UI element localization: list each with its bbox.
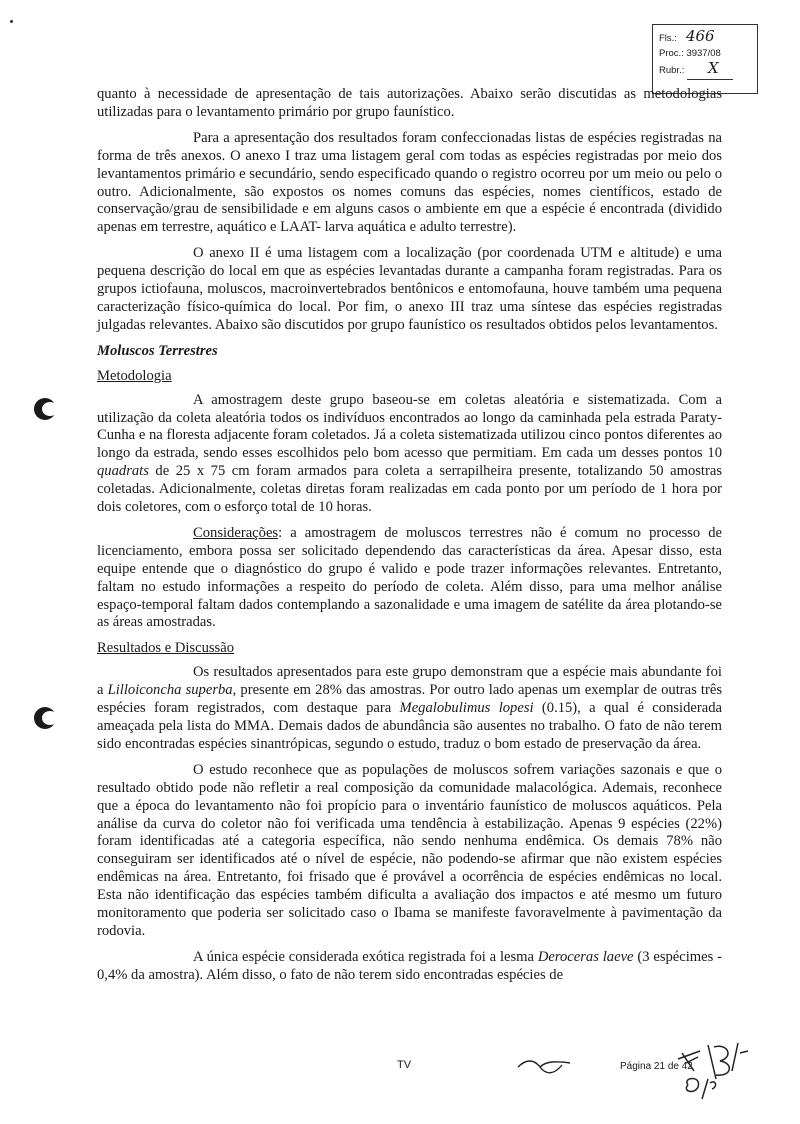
section-heading-moluscos: Moluscos Terrestres — [97, 342, 218, 359]
bookmark-marker-metodologia — [34, 398, 56, 420]
consideracoes-label: Considerações — [193, 524, 279, 541]
paragraph-consideracoes: Considerações: a amostragem de moluscos terrestres não é comum no processo de licenciamento, embora possa ser solicitado dependendo das características da área. Apesar disso, esta equipe entende que o diagnóstico do grupo é valido e pode trazer informações relevantes. Entretanto, faltam no estudo informações a respeito do período de coleta. Além disso, para uma melhor análise espaço-temporal faltam dados contemplando a sazonalidade e uma imagem de satélite da área plotando-se as áreas amostradas. — [97, 524, 722, 631]
paragraph-resultados: Os resultados apresentados para este grupo demonstram que a espécie mais abundante foi a Lilloiconcha superba, presente em 28% das amostras. Por outro lado apenas um exemplar de outras três espécies foram registrados, com destaque para Megalobulimus lopesi (0.15), a qual é considerada ameaçada pela lista do MMA. Demais dados de abundância são ausentes no trabalho. O fato de não terem sido encontradas espécies sinantrópicas, segundo o estudo, traduz o bom estado de preservação da área. — [97, 664, 722, 752]
subheading-metodologia: Metodologia — [97, 367, 172, 384]
subheading-resultados: Resultados e Discussão — [97, 640, 235, 657]
bookmark-marker-resultados — [34, 707, 56, 729]
page-body — [97, 86, 722, 993]
initials-mark — [668, 1041, 764, 1101]
paragraph-metodologia: A amostragem deste grupo baseou-se em coletas aleatória e sistematizada. Com a utilização da coleta aleatória todos os indivíduos encontrados ao longo da caminhada pela estrada Paraty-Cunha e na floresta adjacente foram coletados. Já a coleta sistematizada utilizou cinco pontos diferentes ao longo da estrada, sendo esses escolhidos pelo bom acesso que permitiam. Em cada um desses pontos 10 quadrats de 25 x 75 cm foram armados para coleta a serrapilheira presente, totalizando 50 amostras coletadas. Adicionalmente, coletas diretas foram realizadas em cada ponto por um período de 1 hora por dois coletores, com o esforço total de 10 horas. — [97, 391, 722, 516]
page-footer — [0, 1055, 800, 1124]
rubr-value: X — [708, 59, 719, 78]
paragraph-anexo-ii: O anexo II é uma listagem com a localização (por coordenada UTM e altitude) e uma pequena descrição do local em que as espécies levantadas durante a campanha foram registradas. Para os grupos ictiofauna, moluscos, macroinvertebrados bentônicos e entomofauna, houve também uma pequena caracterização físico-química do local. Por fim, o anexo III traz uma síntese das espécies registradas julgadas relevantes. Abaixo são discutidos por grupo faunístico os resultados obtidos pelos levantamentos. — [97, 245, 722, 333]
fls-label: Fls.: — [659, 33, 677, 44]
proc-text: Proc.: 3937/08 — [659, 47, 721, 59]
signature-mark — [516, 1057, 572, 1077]
fls-value: 466 — [685, 27, 715, 45]
footer-initials: TV — [397, 1059, 412, 1071]
paragraph-anexos: Para a apresentação dos resultados foram confeccionadas listas de espécies registradas na forma de três anexos. O anexo I traz uma listagem geral com todas as espécies registradas por meio dos levantamentos primário e secundário, sendo especificado quando o registro ocorreu por um meio ou pelo o outro. Adicionalmente, são expostos os nomes comuns das espécies, nomes científicos, estado de conservação/grau de sensibilidade e em alguns casos o ambiente em que a espécie é encontrada (dividido apenas em terrestre, aquático e LAAT- larva aquática e adulto terrestre). — [97, 129, 722, 236]
scan-speck — [10, 20, 13, 23]
protocol-stamp — [652, 24, 758, 94]
rubr-label: Rubr.: — [659, 65, 685, 77]
paragraph-populacoes: O estudo reconhece que as populações de moluscos sofrem variações sazonais e que o resultado obtido pode não refletir a real composição da comunidade malacológica. Ademais, reconhece que a época do levantamento não foi propício para o inventário faunístico de moluscos aquáticos. Pela análise da curva do coletor não foi verificada uma tendência à estabilização. Apenas 9 espécies (22%) foram identificadas até a categoria específica, não sendo nenhuma endêmica. Os demais 78% não conseguiram ser identificados até o nível de espécie, não podendo-se afirmar que não existem espécies endêmicas na área. Entretanto, foi frisado que é provável a ocorrência de espécies endêmicas no local. Esta não identificação das espécies também dificulta a avaliação dos impactos e até mesmo um futuro monitoramento que poderia ser solicitado caso o Ibama se manifeste favoravelmente à pavimentação da rodovia. — [97, 761, 722, 939]
paragraph-intro: quanto à necessidade de apresentação de tais autorizações. Abaixo serão discutidas as metodologias utilizadas para o levantamento primário por grupo faunístico. — [97, 86, 722, 120]
page-number: Página 21 de 42 — [620, 1061, 693, 1072]
paragraph-exotica: A única espécie considerada exótica registrada foi a lesma Deroceras laeve (3 espécimes - 0,4% da amostra). Além disso, o fato de não terem sido encontradas espécies de — [97, 948, 723, 983]
